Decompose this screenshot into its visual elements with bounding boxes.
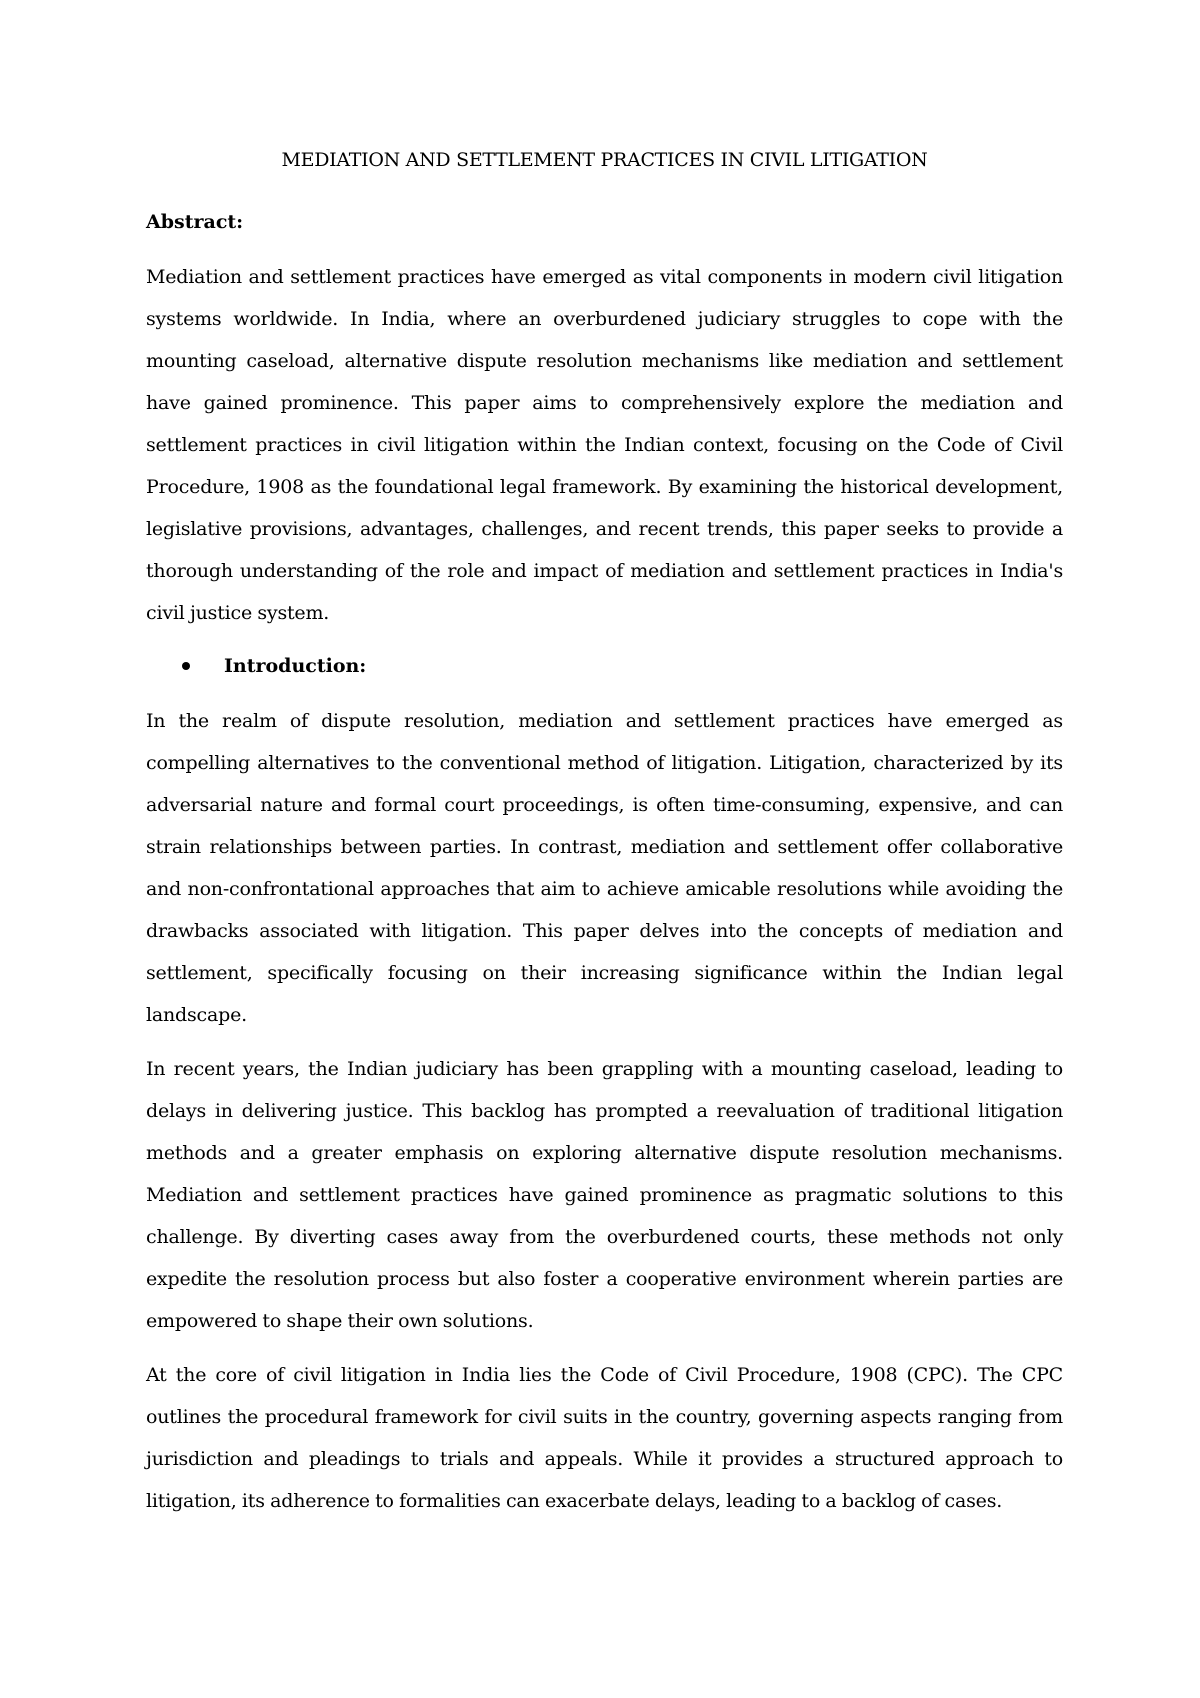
document-body [146, 142, 1063, 1534]
bullet-icon [182, 662, 190, 670]
introduction-heading: Introduction: [224, 655, 367, 677]
introduction-paragraph: In the realm of dispute resolution, mediation and settlement practices have emerged as compelling alternatives to the conventional method of litigation. Litigation, characterized by its adversarial nature and formal court proceedings, is often time-consuming, expensive, and can strain relationships between parties. In contrast, mediation and settlement offer collaborative and non-confrontational approaches that aim to achieve amicable resolutions while avoiding the drawbacks associated with litigation. This paper delves into the concepts of mediation and settlement, specifically focusing on their increasing significance within the Indian legal landscape. [146, 710, 1063, 1026]
document-title: MEDIATION AND SETTLEMENT PRACTICES IN CIVIL LITIGATION [281, 149, 928, 171]
abstract-heading: Abstract: [146, 211, 244, 233]
abstract-paragraph: Mediation and settlement practices have emerged as vital components in modern civil litigation systems worldwide. In India, where an overburdened judiciary struggles to cope with the mounting caseload, alternative dispute resolution mechanisms like mediation and settlement have gained prominence. This paper aims to comprehensively explore the mediation and settlement practices in civil litigation within the Indian context, focusing on the Code of Civil Procedure, 1908 as the foundational legal framework. By examining the historical development, legislative provisions, advantages, challenges, and recent trends, this paper seeks to provide a thorough understanding of the role and impact of mediation and settlement practices in India's civil justice system. [146, 266, 1063, 624]
introduction-paragraph: In recent years, the Indian judiciary has been grappling with a mounting caseload, leading to delays in delivering justice. This backlog has prompted a reevaluation of traditional litigation methods and a greater emphasis on exploring alternative dispute resolution mechanisms. Mediation and settlement practices have gained prominence as pragmatic solutions to this challenge. By diverting cases away from the overburdened courts, these methods not only expedite the resolution process but also foster a cooperative environment wherein parties are empowered to shape their own solutions. [146, 1058, 1063, 1332]
introduction-heading-row [182, 648, 1063, 684]
introduction-paragraph: At the core of civil litigation in India lies the Code of Civil Procedure, 1908 (CPC). The CPC outlines the procedural framework for civil suits in the country, governing aspects ranging from jurisdiction and pleadings to trials and appeals. While it provides a structured approach to litigation, its adherence to formalities can exacerbate delays, leading to a backlog of cases. [146, 1364, 1063, 1512]
